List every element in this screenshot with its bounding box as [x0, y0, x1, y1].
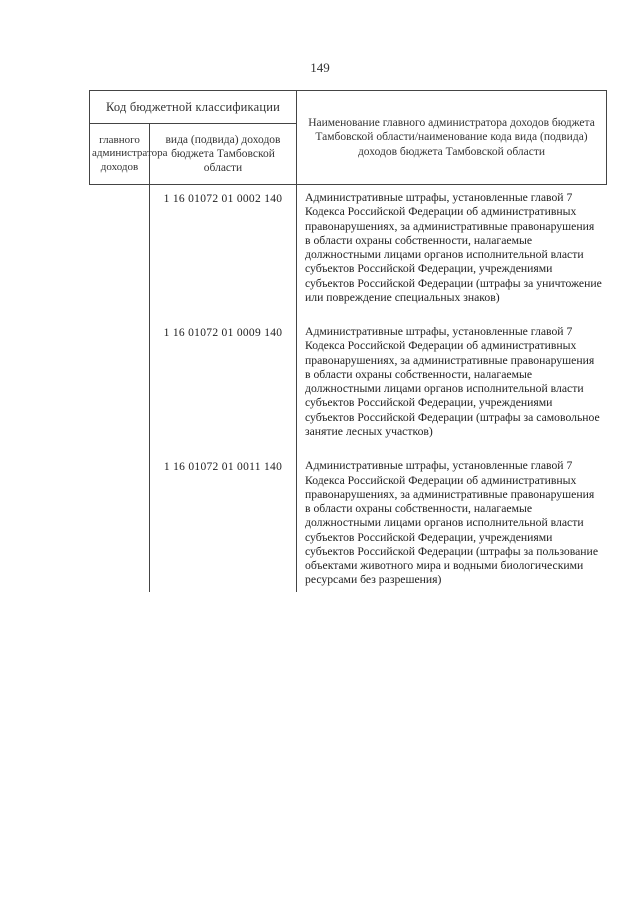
budget-classification-table [89, 90, 607, 592]
header-revenue-type-code: вида (подвида) доходов бюджета Тамбовской области [150, 124, 297, 185]
header-name-column: Наименование главного администратора доходов бюджета Тамбовской области/наименование кода вида (подвида) доходов бюджета Тамбовской области [297, 91, 607, 185]
revenue-name-cell: Административные штрафы, установленные главой 7 Кодекса Российской Федерации об административных правонарушениях, за административные правонарушения в области охраны собственности, налагаемые должностными лицами органов исполнительной власти субъектов Российской Федерации, учреждениями субъектов Российской Федерации (штрафы за пользование объектами животного мира и водными биологическими ресурсами без разрешения) [297, 453, 607, 591]
revenue-code-cell: 1 16 01072 01 0011 140 [150, 453, 297, 591]
admin-code-cell [90, 453, 150, 591]
table-row [90, 185, 607, 320]
table-row [90, 319, 607, 453]
revenue-code-cell: 1 16 01072 01 0002 140 [150, 185, 297, 320]
admin-code-cell [90, 185, 150, 320]
page-number: 149 [310, 60, 330, 75]
header-chief-administrator: главного администратора доходов [90, 124, 150, 185]
table-body [90, 185, 607, 592]
revenue-code-cell: 1 16 01072 01 0009 140 [150, 319, 297, 453]
admin-code-cell [90, 319, 150, 453]
revenue-name-cell: Административные штрафы, установленные главой 7 Кодекса Российской Федерации об административных правонарушениях, за административные правонарушения в области охраны собственности, налагаемые должностными лицами органов исполнительной власти субъектов Российской Федерации, учреждениями субъектов Российской Федерации (штрафы за самовольное занятие лесных участков) [297, 319, 607, 453]
header-budget-classification-code: Код бюджетной классификации [90, 91, 297, 124]
table-row [90, 453, 607, 591]
table-header [90, 91, 607, 185]
revenue-name-cell: Административные штрафы, установленные главой 7 Кодекса Российской Федерации об административных правонарушениях, за административные правонарушения в области охраны собственности, налагаемые должностными лицами органов исполнительной власти субъектов Российской Федерации, учреждениями субъектов Российской Федерации (штрафы за уничтожение или повреждение специальных знаков) [297, 185, 607, 320]
